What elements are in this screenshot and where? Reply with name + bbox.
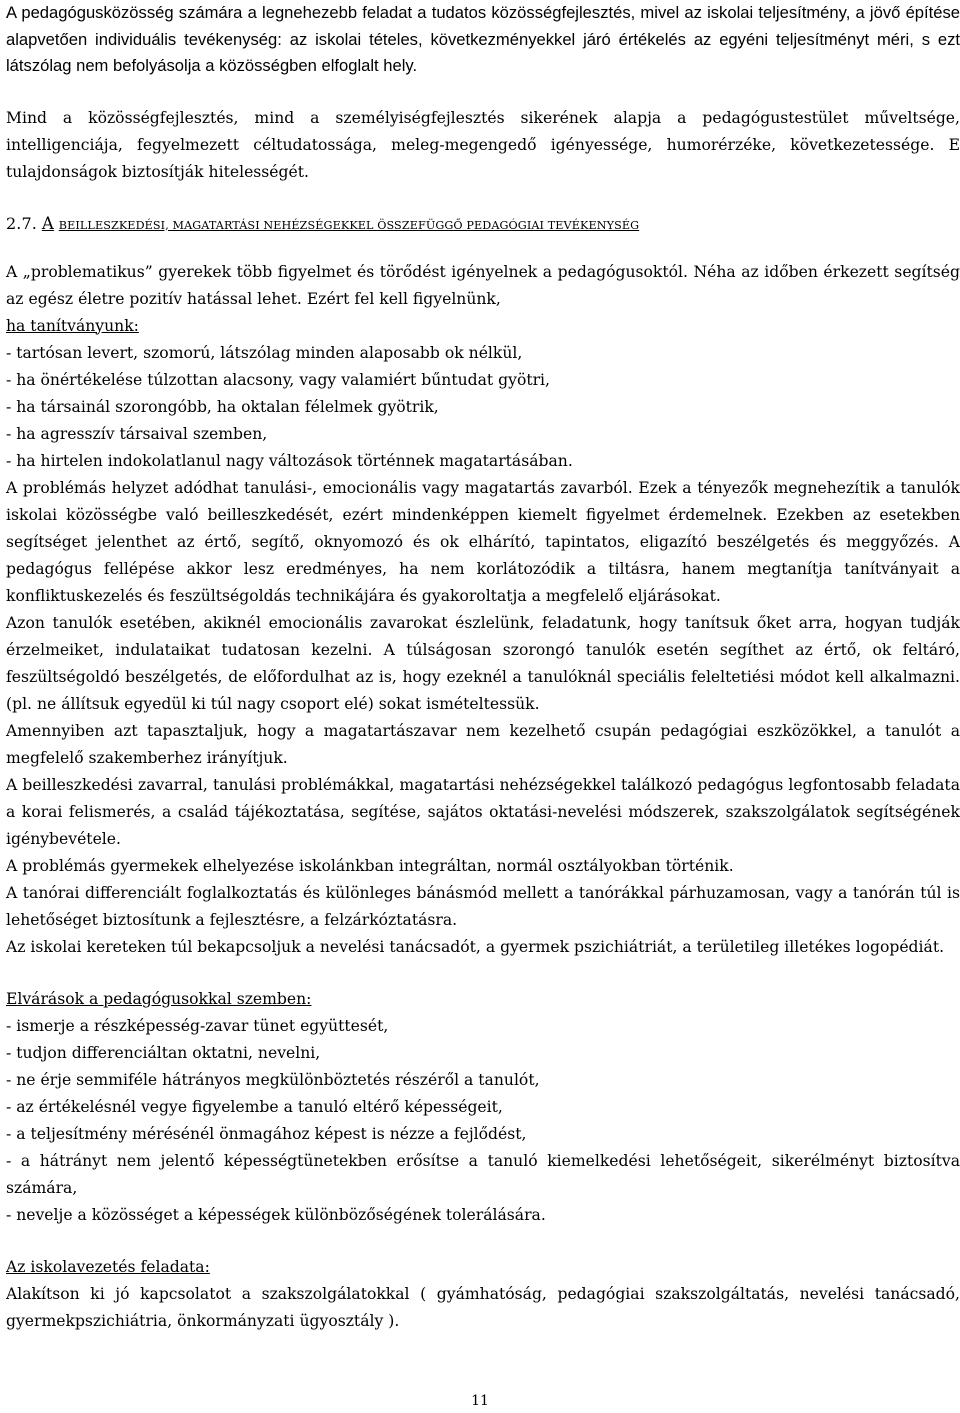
body-paragraph: A beilleszkedési zavarral, tanulási problémákkal, magatartási nehézségekkel találkozó pedagógus legfontosabb feladata a korai felismerés, a család tájékoztatása, segítése, sajátos oktatási-nevelési módszerek, szakszolgálatok segítségének igénybevétele.: [6, 775, 960, 848]
section-heading: [6, 210, 960, 239]
list-item: - ha társainál szorongóbb, ha oktalan félelmek gyötrik,: [6, 397, 439, 416]
expectations-list: [6, 1013, 960, 1229]
expectations-label: Elvárások a pedagógusokkal szemben:: [6, 989, 312, 1008]
intro-paragraph: A pedagógusközösség számára a legnehezebb feladat a tudatos közösségfejlesztés, mivel az iskolai teljesítmény, a jövő építése alapvetően individuális tevékenység: az iskolai tételes, következményekkel járó értékelés az egyéni teljesítményt méri, s ezt látszólag nem befolyásolja a közösségben elfoglalt hely.: [6, 3, 960, 75]
spacer: [6, 80, 960, 105]
page-number: 11: [471, 1393, 489, 1409]
list-item: - az értékelésnél vegye figyelembe a tanuló eltérő képességeit,: [6, 1097, 503, 1116]
body-paragraph: A problémás gyermekek elhelyezése iskolánkban integráltan, normál osztályokban történik.: [6, 856, 734, 875]
spacer: [6, 186, 960, 210]
body-paragraph: A tanórai differenciált foglalkoztatás és különleges bánásmód mellett a tanórákkal párhuzamosan, vagy a tanórán túl is lehetőséget biztosítunk a fejlesztésre, a felzárkóztatásra.: [6, 883, 960, 929]
list-item: - tudjon differenciáltan oktatni, nevelni,: [6, 1043, 321, 1062]
section-intro: A „problematikus” gyerekek több figyelmet és törődést igényelnek a pedagógusoktól. Néha az időben érkezett segítség az egész életre pozitív hatással lehet. Ezért fel kell figyelnünk,: [6, 262, 960, 308]
spacer: [6, 239, 960, 259]
body-paragraph: A problémás helyzet adódhat tanulási-, emocionális vagy magatartás zavarból. Ezek a tényezők megnehezítik a tanulók iskolai közösségbe való beilleszkedését, ezért mindenképpen kiemelt figyelmet érdemelnek. Ezekben az esetekben segítséget jelenthet az értő, segítő, oknyomozó és ok elhárító, tapintatos, eligazító beszélgetés és meggyőzés. A pedagógus fellépése akkor lesz eredményes, ha nem korlátozódik a tiltásra, hanem megtanítja tanítványait a konfliktuskezelés és feszültségoldás technikájára és gyakoroltatja a megfelelő eljárásokat.: [6, 478, 960, 605]
body-paragraph: Amennyiben azt tapasztaljuk, hogy a magatartászavar nem kezelhető csupán pedagógiai eszközökkel, a tanulót a megfelelő szakemberhez irányítjuk.: [6, 721, 960, 767]
list-item: - ha hirtelen indokolatlanul nagy változások történnek magatartásában.: [6, 451, 573, 470]
list-item: - a teljesítmény mérésénél önmagához képest is nézze a fejlődést,: [6, 1124, 527, 1143]
management-label: Az iskolavezetés feladata:: [6, 1257, 210, 1276]
list-item: - nevelje a közösséget a képességek különbözőségének tolerálására.: [6, 1205, 546, 1224]
body-paragraph: Azon tanulók esetében, akiknél emocionális zavarokat észlelünk, feladatunk, hogy tanítsuk őket arra, hogyan tudják érzelmeiket, indulataikat tudatosan kezelni. A túlságosan szorongó tanulók esetén segíthet az értő, ok feltáró, feszültségoldó beszélgetés, de előfordulhat az is, hogy ezeknél a tanulóknál speciális feleltetiési módot kell alkalmazni. (pl. ne állítsuk egyedül ki túl nagy csoport elé) sokat ismételtessük.: [6, 613, 960, 713]
list-item: - ne érje semmiféle hátrányos megkülönböztetés részéről a tanulót,: [6, 1070, 540, 1089]
paragraph-personality: Mind a közösségfejlesztés, mind a személyiségfejlesztés sikerének alapja a pedagógustestület műveltsége, intelligenciája, fegyelmezett céltudatossága, meleg-megengedő igényessége, humorérzéke, következetessége. E tulajdonságok biztosítják hitelességét.: [6, 108, 960, 181]
section-number: 2.7.: [6, 213, 37, 233]
if-student-label: ha tanítványunk:: [6, 316, 139, 335]
list-item: - a hátrányt nem jelentő képességtünetekben erősítse a tanuló kiemelkedési lehetőségeit, sikerélményt biztosítva számára,: [6, 1151, 960, 1197]
list-item: - tartósan levert, szomorú, látszólag minden alaposabb ok nélkül,: [6, 343, 523, 362]
list-item: - ismerje a részképesség-zavar tünet együttesét,: [6, 1016, 389, 1035]
section-title: BEILLESZKEDÉSI, MAGATARTÁSI NEHÉZSÉGEKKEL ÖSSZEFÜGGŐ PEDAGÓGIAI TEVÉKENYSÉG: [58, 218, 640, 232]
spacer: [6, 1229, 960, 1254]
spacer: [6, 961, 960, 986]
body-paragraph: Az iskolai kereteken túl bekapcsoljuk a nevelési tanácsadót, a gyermek pszichiátriát, a területileg illetékes logopédiát.: [6, 937, 945, 956]
if-student-list: [6, 340, 960, 475]
document-page: [6, 0, 960, 1335]
section-title-first-letter: A: [41, 213, 54, 233]
list-item: - ha önértékelése túlzottan alacsony, vagy valamiért bűntudat gyötri,: [6, 370, 550, 389]
list-item: - ha agresszív társaival szemben,: [6, 424, 268, 443]
management-text: Alakítson ki jó kapcsolatot a szakszolgálatokkal ( gyámhatóság, pedagógiai szakszolgáltatás, nevelési tanácsadó, gyermekpszichiátria, önkormányzati ügyosztály ).: [6, 1284, 960, 1330]
